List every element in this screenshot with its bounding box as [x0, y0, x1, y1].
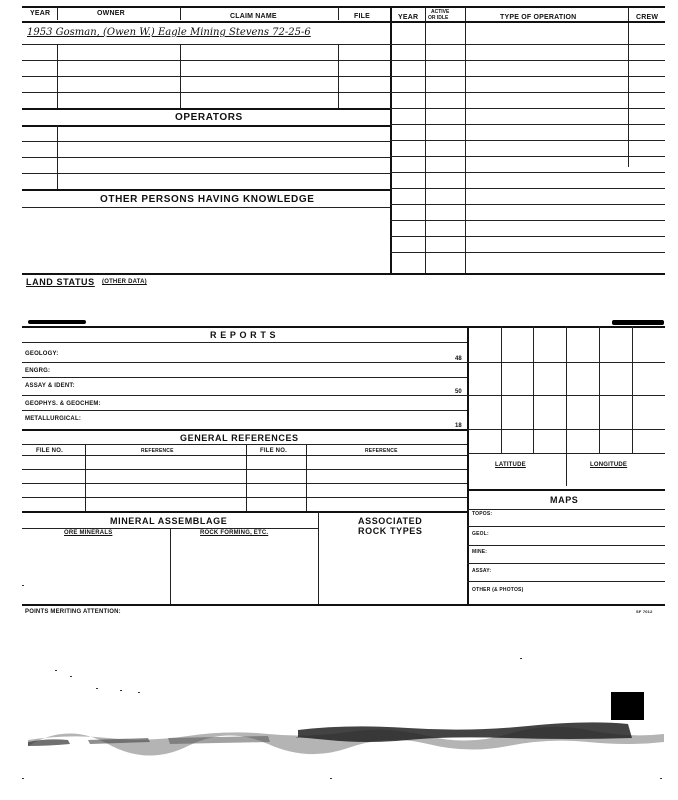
longitude-label: LONGITUDE — [590, 462, 628, 468]
report-geology-num: 48 — [455, 356, 462, 362]
divider — [246, 444, 247, 511]
section-border — [22, 189, 390, 191]
maps-heading: MAPS — [550, 495, 579, 505]
grid-line — [599, 326, 600, 453]
row-line — [22, 469, 467, 470]
report-metallurgical-num: 18 — [455, 423, 462, 429]
reports-heading: R E P O R T S — [210, 330, 277, 340]
scan-speck — [120, 690, 122, 691]
section-border — [22, 604, 665, 606]
scan-speck — [330, 778, 332, 779]
row-line — [22, 483, 467, 484]
row-line — [390, 108, 665, 109]
ref-reference-1: REFERENCE — [141, 448, 174, 454]
row-line — [22, 497, 467, 498]
scan-smear — [28, 716, 664, 760]
header-type-of-operation: TYPE OF OPERATION — [500, 14, 577, 21]
form-number: SF 7012 — [636, 609, 653, 614]
scan-speck — [138, 692, 140, 693]
section-border — [22, 429, 467, 431]
operators-heading: OPERATORS — [175, 112, 243, 123]
points-meriting-attention: POINTS MERITING ATTENTION: — [25, 609, 121, 615]
map-geol: GEOL: — [472, 531, 489, 537]
divider — [170, 528, 171, 604]
header-claim-name: CLAIM NAME — [230, 13, 277, 20]
scan-speck — [55, 670, 57, 671]
section-border — [22, 273, 665, 275]
rock-types-heading: ROCK TYPES — [358, 526, 423, 536]
header-or-idle: OR IDLE — [428, 15, 449, 21]
row-line — [22, 157, 390, 158]
row-line — [22, 455, 467, 456]
land-status-subheading: (OTHER DATA) — [102, 279, 147, 285]
handwritten-entry: 1953 Gosman, (Owen W.) Eagle Mining Stevens 72-25-6 — [27, 27, 311, 38]
mineral-assemblage-heading: MINERAL ASSEMBLAGE — [110, 516, 228, 526]
divider — [180, 7, 181, 20]
ink-smudge — [28, 320, 86, 324]
row-line — [390, 220, 665, 221]
other-persons-heading: OTHER PERSONS HAVING KNOWLEDGE — [100, 194, 315, 205]
divider — [57, 7, 58, 20]
report-assay: ASSAY & IDENT: — [25, 383, 75, 389]
header-file: FILE — [354, 13, 370, 20]
top-border — [22, 6, 665, 8]
section-border — [22, 108, 390, 110]
general-references-heading: GENERAL REFERENCES — [180, 433, 299, 443]
header-crew: CREW — [636, 14, 659, 21]
scan-speck — [70, 676, 72, 677]
header-year-2: YEAR — [398, 14, 419, 21]
row-line — [390, 124, 665, 125]
rock-forming-label: ROCK FORMING, ETC. — [200, 530, 269, 536]
divider — [338, 44, 339, 108]
grid-line — [533, 326, 534, 453]
row-line — [467, 509, 665, 510]
row-line — [22, 395, 467, 396]
row-line — [467, 563, 665, 564]
scan-speck — [96, 688, 98, 689]
row-line — [467, 526, 665, 527]
scan-speck — [22, 585, 24, 586]
header-owner: OWNER — [97, 10, 125, 17]
section-border — [22, 511, 467, 513]
scan-speck — [520, 658, 522, 659]
row-line — [390, 44, 665, 45]
row-line — [390, 204, 665, 205]
row-line — [22, 44, 390, 45]
row-line — [22, 141, 390, 142]
divider — [338, 7, 339, 20]
divider — [180, 44, 181, 108]
section-border — [22, 125, 390, 127]
row-line — [390, 188, 665, 189]
row-line — [22, 444, 467, 445]
header-bottom-border — [22, 21, 665, 23]
report-assay-num: 50 — [455, 389, 462, 395]
latitude-label: LATITUDE — [495, 462, 526, 468]
map-assay: ASSAY: — [472, 568, 492, 574]
land-status-heading: LAND STATUS — [26, 277, 95, 287]
row-line — [22, 342, 467, 343]
row-line — [390, 76, 665, 77]
ref-file-no-2: FILE NO. — [260, 448, 287, 454]
section-border — [467, 489, 665, 491]
grid-line — [467, 395, 665, 396]
grid-line — [467, 453, 665, 454]
grid-line — [467, 362, 665, 363]
grid-line — [501, 326, 502, 453]
header-active: ACTIVE — [431, 9, 450, 15]
ref-reference-2: REFERENCE — [365, 448, 398, 454]
row-line — [22, 207, 390, 208]
divider — [318, 511, 319, 604]
ink-smudge — [612, 320, 664, 325]
divider — [628, 7, 629, 167]
row-line — [22, 410, 467, 411]
row-line — [467, 545, 665, 546]
row-line — [390, 60, 665, 61]
row-line — [22, 60, 390, 61]
row-line — [22, 92, 390, 93]
grid-line — [467, 429, 665, 430]
row-line — [22, 76, 390, 77]
row-line — [390, 92, 665, 93]
report-engrg: ENGRG: — [25, 368, 51, 374]
grid-line — [566, 326, 567, 486]
divider — [85, 444, 86, 511]
row-line — [467, 581, 665, 582]
section-border — [22, 326, 665, 328]
row-line — [390, 140, 665, 141]
report-geophys: GEOPHYS. & GEOCHEM: — [25, 401, 101, 407]
row-line — [22, 377, 467, 378]
grid-line — [632, 326, 633, 453]
associated-heading: ASSOCIATED — [358, 516, 423, 526]
report-metallurgical: METALLURGICAL: — [25, 416, 82, 422]
divider — [57, 125, 58, 189]
ref-file-no-1: FILE NO. — [36, 448, 63, 454]
map-topos: TOPOS: — [472, 511, 493, 517]
row-line — [390, 252, 665, 253]
map-mine: MINE: — [472, 549, 488, 555]
row-line — [390, 236, 665, 237]
map-other: OTHER (& PHOTOS) — [472, 587, 524, 593]
row-line — [22, 362, 467, 363]
divider — [306, 444, 307, 511]
row-line — [390, 172, 665, 173]
row-line — [22, 173, 390, 174]
divider — [57, 44, 58, 108]
row-line — [390, 156, 665, 157]
ore-minerals-label: ORE MINERALS — [64, 530, 113, 536]
header-year: YEAR — [30, 10, 51, 17]
scan-speck — [660, 778, 662, 779]
report-geology: GEOLOGY: — [25, 351, 59, 357]
scan-speck — [22, 778, 24, 779]
